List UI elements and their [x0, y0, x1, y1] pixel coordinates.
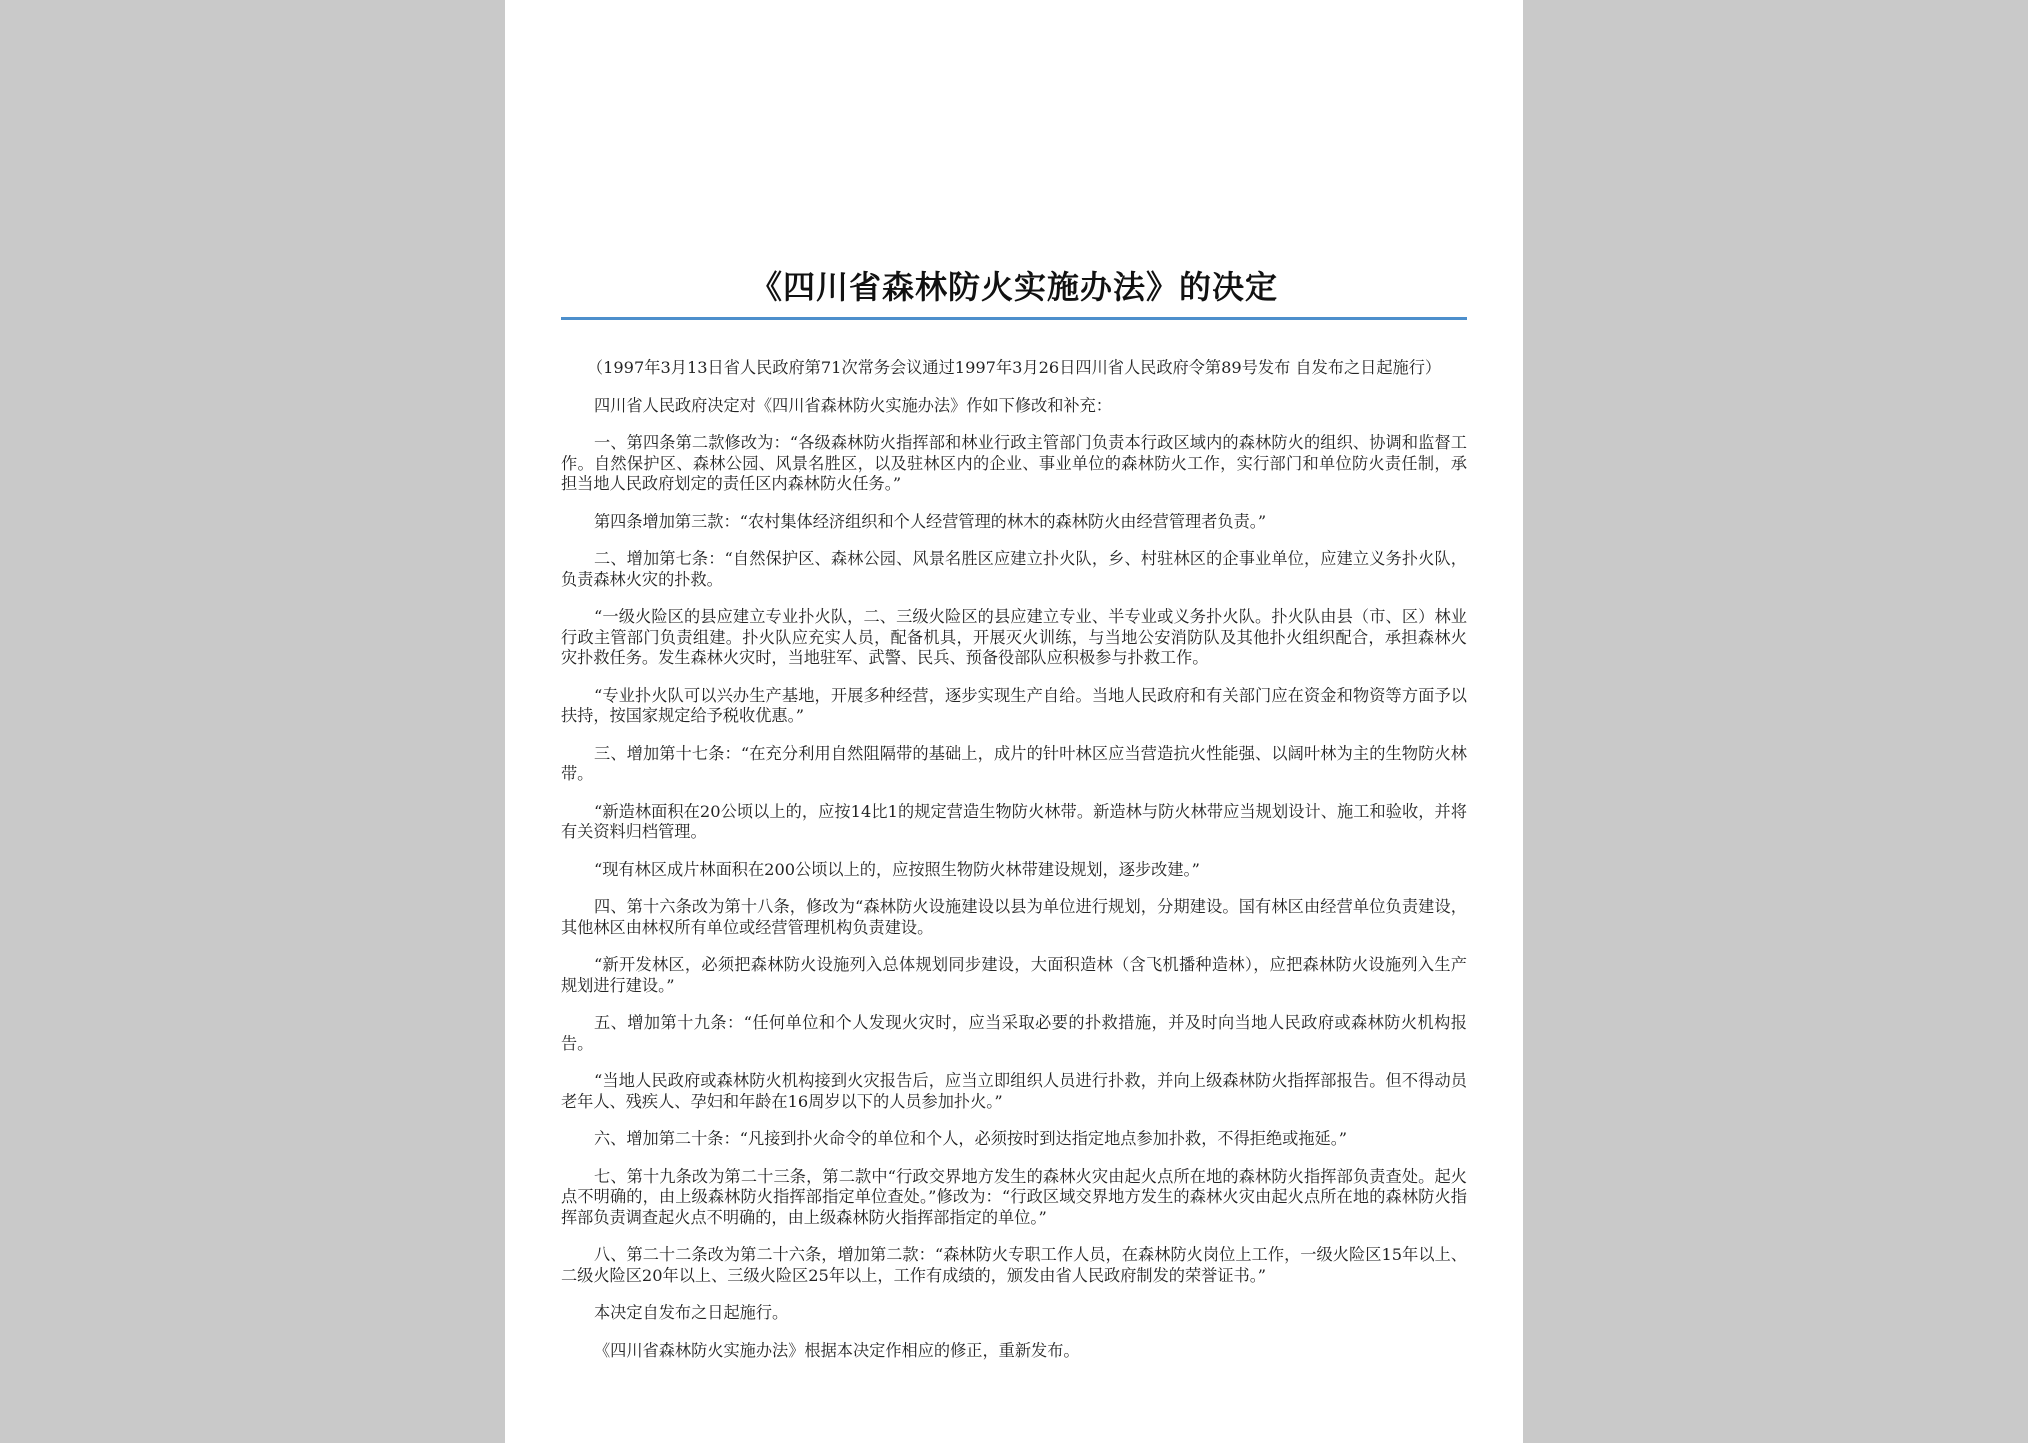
paragraph: 五、增加第十九条：“任何单位和个人发现火灾时，应当采取必要的扑救措施，并及时向当地人民政府或森林防火机构报告。	[561, 1013, 1467, 1053]
paragraph: 七、第十九条改为第二十三条，第二款中“行政交界地方发生的森林火灾由起火点所在地的森林防火指挥部负责查处。起火点不明确的，由上级森林防火指挥部指定单位查处。”修改为：“行政区域交界地方发生的森林火灾由起火点所在地的森林防火指挥部负责调查起火点不明确的，由上级森林防火指挥部指定的单位。”	[561, 1166, 1467, 1227]
title-divider	[561, 317, 1467, 320]
document-page	[505, 0, 1523, 1443]
paragraph: 六、增加第二十条：“凡接到扑火命令的单位和个人，必须按时到达指定地点参加扑救，不得拒绝或拖延。”	[594, 1129, 1348, 1148]
paragraph: 二、增加第七条：“自然保护区、森林公园、风景名胜区应建立扑火队，乡、村驻林区的企事业单位，应建立义务扑火队，负责森林火灾的扑救。	[561, 549, 1467, 589]
paragraph: 一、第四条第二款修改为：“各级森林防火指挥部和林业行政主管部门负责本行政区域内的森林防火的组织、协调和监督工作。自然保护区、森林公园、风景名胜区，以及驻林区内的企业、事业单位的森林防火工作，实行部门和单位防火责任制，承担当地人民政府划定的责任区内森林防火任务。”	[561, 433, 1467, 493]
paragraph: “新造林面积在20公顷以上的，应按14比1的规定营造生物防火林带。新造林与防火林带应当规划设计、施工和验收，并将有关资料归档管理。	[561, 801, 1467, 841]
paragraph: 四川省人民政府决定对《四川省森林防火实施办法》作如下修改和补充：	[594, 395, 1112, 415]
paragraph: 本决定自发布之日起施行。	[594, 1303, 789, 1322]
paragraph: “专业扑火队可以兴办生产基地，开展多种经营，逐步实现生产自给。当地人民政府和有关部门应在资金和物资等方面予以扶持，按国家规定给予税收优惠。”	[561, 685, 1467, 725]
paragraph: 第四条增加第三款：“农村集体经济组织和个人经营管理的林木的森林防火由经营管理者负责。”	[594, 511, 1267, 531]
paragraph: “一级火险区的县应建立专业扑火队，二、三级火险区的县应建立专业、半专业或义务扑火队。扑火队由县（市、区）林业行政主管部门负责组建。扑火队应充实人员，配备机具，开展灭火训练，与当地公安消防队及其他扑火组织配合，承担森林火灾扑救任务。发生森林火灾时，当地驻军、武警、民兵、预备役部队应积极参与扑救工作。	[561, 607, 1467, 667]
paragraph: 四、第十六条改为第十八条，修改为“森林防火设施建设以县为单位进行规划，分期建设。国有林区由经营单位负责建设，其他林区由林权所有单位或经营管理机构负责建设。	[561, 897, 1467, 937]
paragraph: “新开发林区，必须把森林防火设施列入总体规划同步建设，大面积造林（含飞机播种造林），应把森林防火设施列入生产规划进行建设。”	[561, 955, 1467, 995]
source-note: （1997年3月13日省人民政府第71次常务会议通过1997年3月26日四川省人民政府令第89号发布 自发布之日起施行）	[586, 358, 1442, 377]
paragraph: 《四川省森林防火实施办法》根据本决定作相应的修正，重新发布。	[594, 1340, 1080, 1360]
paragraph: 三、增加第十七条：“在充分利用自然阻隔带的基础上，成片的针叶林区应当营造抗火性能强、以阔叶林为主的生物防火林带。	[561, 743, 1467, 783]
paragraph: “当地人民政府或森林防火机构接到火灾报告后，应当立即组织人员进行扑救，并向上级森林防火指挥部报告。但不得动员老年人、残疾人、孕妇和年龄在16周岁以下的人员参加扑火。”	[561, 1071, 1467, 1111]
document-title: 《四川省森林防火实施办法》的决定	[749, 268, 1278, 306]
paragraph: “现有林区成片林面积在200公顷以上的，应按照生物防火林带建设规划，逐步改建。”	[594, 859, 1200, 879]
document-body	[561, 358, 1467, 1378]
paragraph: 八、第二十二条改为第二十六条，增加第二款：“森林防火专职工作人员，在森林防火岗位上工作，一级火险区15年以上、二级火险区20年以上、三级火险区25年以上，工作有成绩的，颁发由省人民政府制发的荣誉证书。”	[561, 1245, 1467, 1285]
